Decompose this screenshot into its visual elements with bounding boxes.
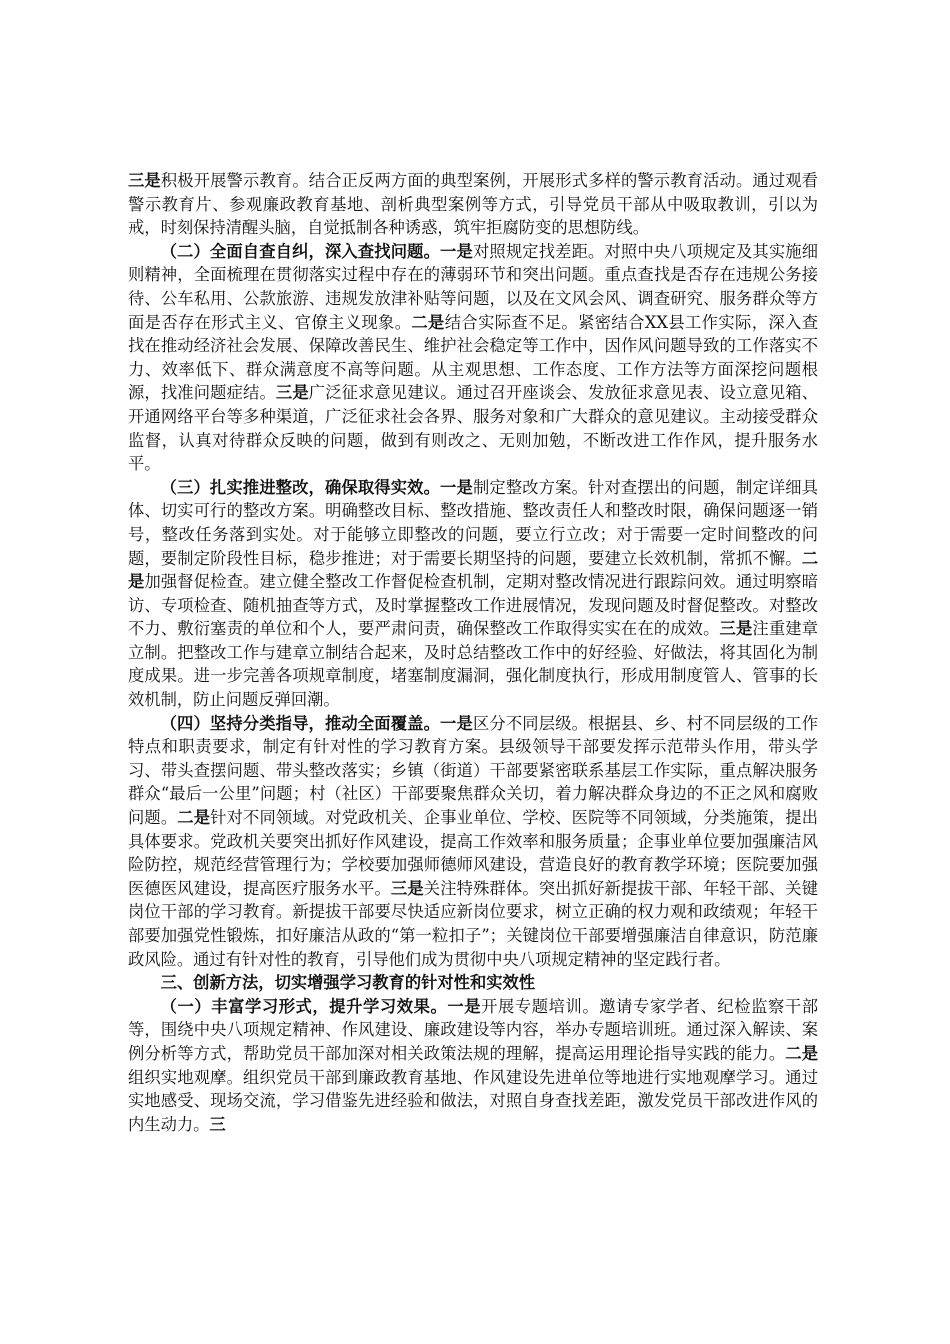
emphasis-run: 三是 [128,171,161,190]
text-run: 对照规定找差距。对照中央八项规定及其实施细则精神，全面梳理在贯彻落实过程中存在的薄弱环节和突出问题。重点查找是否存在违规公务接待、公车私用、公款旅游、违规发放津补贴等问题，以及在文风会风、调查研究、服务群众等方面是否存在形式主义、官僚主义现象。 [128,241,818,332]
emphasis-run: 三是 [390,878,424,898]
section-heading-text: 三、创新方法，切实增强学习教育的针对性和实效性 [160,973,536,993]
emphasis-run: 三 [209,1114,226,1134]
paragraph-self-inspection [128,240,818,476]
text-run: 积极开展警示教育。结合正反两方面的典型案例，开展形式多样的警示教育活动。通过观看警示教育片、参观廉政教育基地、剖析典型案例等方式，引导党员干部从中吸取教训，引以为戒，时刻保持清醒头脑，自觉抵制各种诱惑，筑牢拒腐防变的思想防线。 [128,171,818,238]
text-run: 加强督促检查。建立健全整改工作督促检查机制，定期对整改情况进行跟踪问效。通过明察暗访、专项检查、随机抽查等方式，及时掌握整改工作进展情况，发现问题及时督促整改。对整改不力、敷衍塞责的单位和个人，要严肃问责，确保整改工作取得实实在在的成效。 [128,572,818,639]
paragraph-learning-forms [128,995,818,1137]
section-heading [128,971,818,995]
paragraph-warning-education [128,169,818,240]
text-run: 针对不同领域。对党政机关、企事业单位、学校、医院等不同领域，分类施策，提出具体要求。党政机关要突出抓好作风建设，提高工作效率和服务质量；企事业单位要加强廉洁风险防控，规范经营管理行为；学校要加强师德师风建设，营造良好的教育教学环境；医院要加强医德医风建设，提高医疗服务水平。 [128,808,818,898]
emphasis-run: 二是 [411,312,445,332]
emphasis-run: （四）坚持分类指导，推动全面覆盖。一是 [160,713,473,733]
text-run: 结合实际查不足。紧密结合XX县工作实际，深入查找在推动经济社会发展、保障改善民生、维护社会稳定等工作中，因作风问题导致的工作落实不力、效率低下、群众满意度不高等问题。从主观思想、工作态度、工作方法等方面深挖问题根源，找准问题症结。 [128,312,818,403]
text-run: 组织实地观摩。组织党员干部到廉政教育基地、作风建设先进单位等地进行实地观摩学习。通过实地感受、现场交流，学习借鉴先进经验和做法，对照自身查找差距，激发党员干部改进作风的内生动力。 [128,1067,818,1134]
emphasis-run: 二是 [177,808,211,828]
emphasis-run: 三是 [275,383,309,403]
text-run: 开展专题培训。邀请专家学者、纪检监察干部等，围绕中央八项规定精神、作风建设、廉政建设等内容，举办专题培训班。通过深入解读、案例分析等方式，帮助党员干部加深对相关政策法规的理解，提高运用理论指导实践的能力。 [128,996,818,1063]
text-run: 关注特殊群体。突出抓好新提拔干部、年轻干部、关键岗位干部的学习教育。新提拔干部要尽快适应新岗位要求，树立正确的权力观和政绩观；年轻干部要加强党性锻炼，扣好廉洁从政的“第一粒扣子”；关键岗位干部要增强廉洁自律意识，防范廉政风险。通过有针对性的教育，引导他们成为贯彻中央八项规定精神的坚定践行者。 [128,878,818,969]
paragraph-classified-guidance [128,712,818,972]
text-run: 制定整改方案。针对查摆出的问题，制定详细具体、切实可行的整改方案。明确整改目标、整改措施、整改责任人和整改时限，确保问题逐一销号，整改任务落到实处。对于能够立即整改的问题，要立行立改；对于需要一定时间整改的问题，要制定阶段性目标，稳步推进；对于需要长期坚持的问题，要建立长效机制，常抓不懈。 [128,477,818,568]
emphasis-run: 三是 [719,619,753,639]
emphasis-run: （三）扎实推进整改，确保取得实效。一是 [160,477,473,497]
emphasis-run: 二是 [128,548,818,592]
emphasis-run: 二是 [785,1043,818,1063]
text-run: 区分不同层级。根据县、乡、村不同层级的工作特点和职责要求，制定有针对性的学习教育方案。县级领导干部要发挥示范带头作用，带头学习、带头查摆问题、带头整改落实；乡镇（街道）干部要紧密联系基层工作实际，重点解决服务群众“最后一公里”问题；村（社区）干部要聚焦群众关切，着力解决群众身边的不正之风和腐败问题。 [128,713,818,828]
text-run: 注重建章立制。把整改工作与建章立制结合起来，及时总结整改工作中的好经验、好做法，将其固化为制度成果。进一步完善各项规章制度，堵塞制度漏洞，强化制度执行，形成用制度管人、管事的长效机制，防止问题反弹回潮。 [128,619,818,710]
emphasis-run: （一）丰富学习形式，提升学习效果。一是 [160,996,482,1016]
document-body [128,169,818,1136]
text-run: 广泛征求意见建议。通过召开座谈会、发放征求意见表、设立意见箱、开通网络平台等多种渠道，广泛征求社会各界、服务对象和广大群众的意见建议。主动接受群众监督，认真对待群众反映的问题，做到有则改之、无则加勉，不断改进工作作风，提升服务水平。 [128,383,818,474]
paragraph-rectification [128,476,818,712]
emphasis-run: （二）全面自查自纠，深入查找问题。一是 [160,241,473,261]
